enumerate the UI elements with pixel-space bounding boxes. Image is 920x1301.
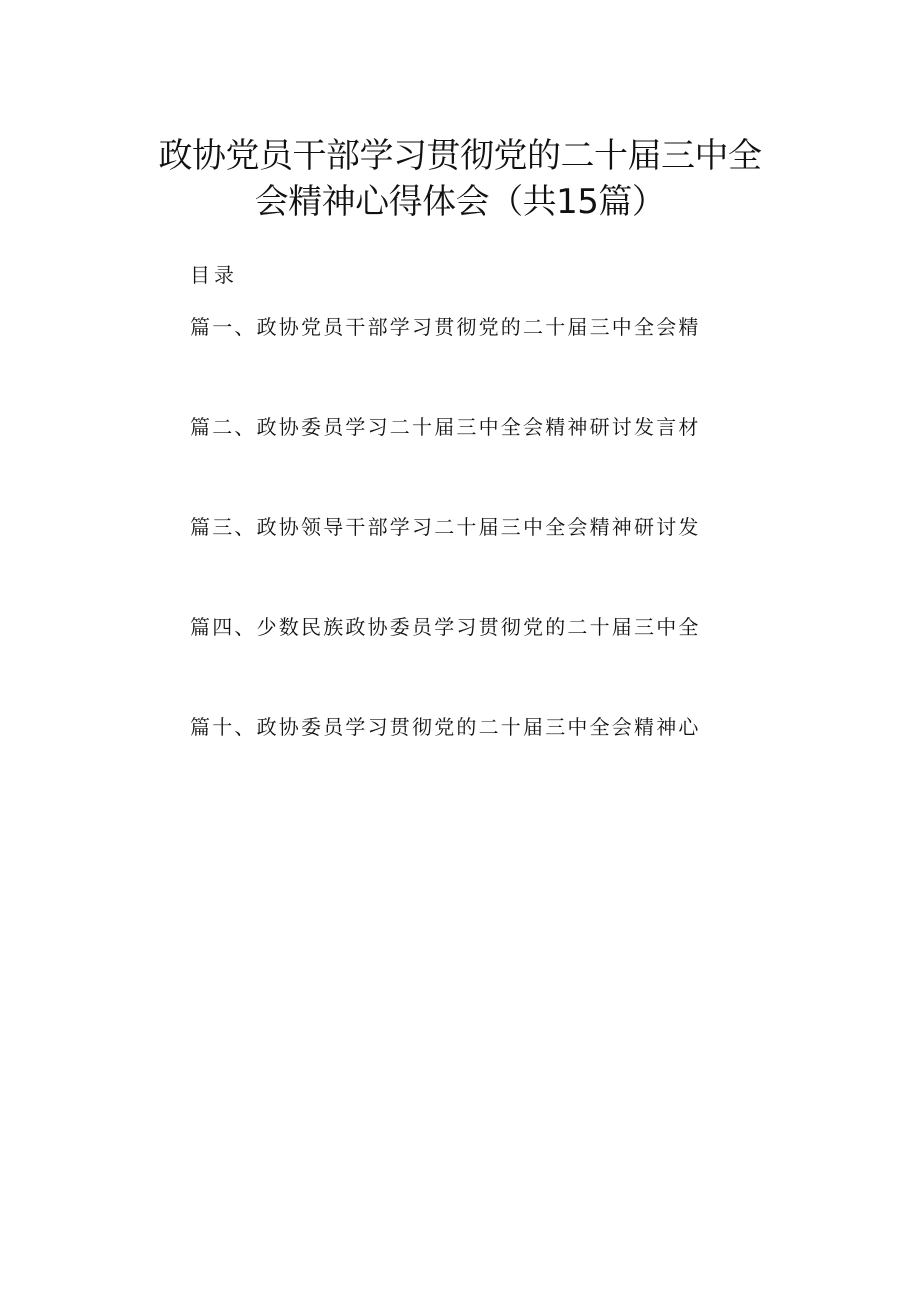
table-of-contents — [190, 313, 730, 813]
toc-item-3[interactable]: 篇三、政协领导干部学习二十届三中全会精神研讨发 — [190, 515, 701, 539]
document-title-line-1: 政协党员干部学习贯彻党的二十届三中全 — [158, 136, 762, 176]
toc-item-4[interactable]: 篇四、少数民族政协委员学习贯彻党的二十届三中全 — [190, 615, 701, 639]
toc-heading: 目录 — [190, 263, 238, 287]
document-title-line-2: 会精神心得体会（共15篇） — [254, 182, 666, 222]
toc-item-2[interactable]: 篇二、政协委员学习二十届三中全会精神研讨发言材 — [190, 415, 701, 439]
toc-item-1[interactable]: 篇一、政协党员干部学习贯彻党的二十届三中全会精 — [190, 315, 701, 339]
toc-item-5[interactable]: 篇十、政协委员学习贯彻党的二十届三中全会精神心 — [190, 715, 701, 739]
